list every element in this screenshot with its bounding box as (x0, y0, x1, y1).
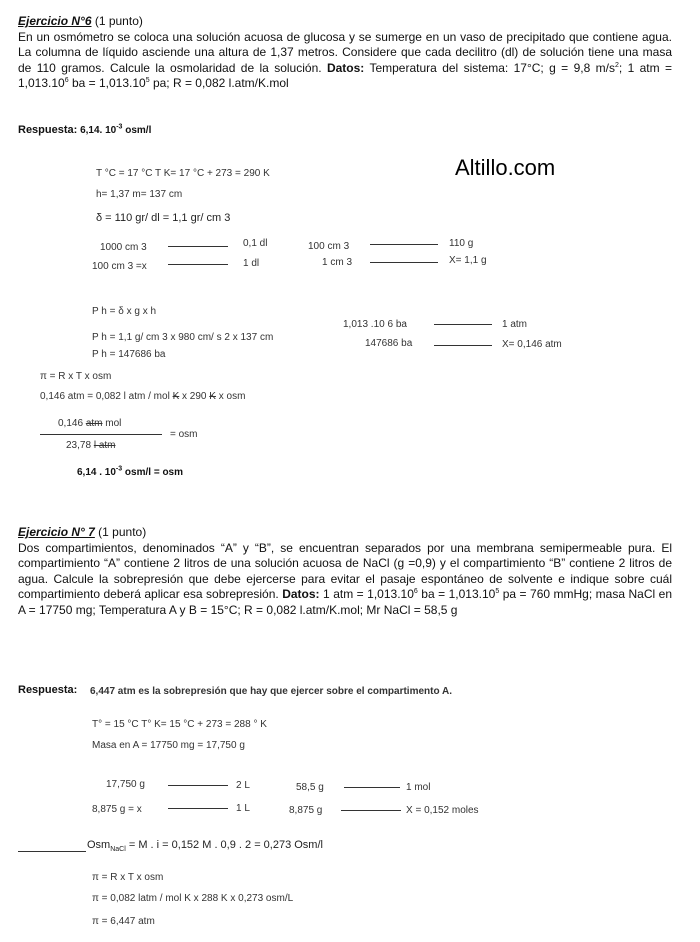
ex6-conv-1-line (434, 324, 492, 325)
ex6-body-3: ; 1 atm = 1,013.10 (18, 60, 672, 90)
ex6-rule-a1-right: 0,1 dl (243, 238, 268, 249)
ex7-points: (1 punto) (94, 525, 147, 539)
ex6-rule-a1: 1000 cm 3 (100, 242, 147, 253)
ex7-body-4: pa = 760 mmHg; masa NaCl en A = 17750 mg; Temperatura A y B = 15°C; R = 0,082 l.atm/K.mol; Mr NaCl = 58,5 g (18, 587, 672, 617)
ex6-conv-2-right: X= 0,146 atm (502, 339, 562, 350)
ex6-work-height: h= 1,37 m= 137 cm (96, 189, 183, 200)
ex6-fraction-mol: mol (102, 418, 122, 429)
ex6-rule-b2-line (370, 262, 438, 263)
ex7-rule-b2-right: X = 0,152 moles (406, 805, 479, 816)
ex7-rule-b1: 58,5 g (296, 782, 324, 793)
ex6-respuesta-value: 6,14. 10 (77, 125, 117, 136)
ex6-fraction-bar (40, 434, 162, 435)
ex7-title: Ejercicio N° 7 (18, 525, 95, 539)
ex6-respuesta-label: Respuesta: (18, 124, 78, 136)
ex6-fraction-num (58, 418, 121, 429)
ex6-pi-calc (40, 391, 245, 402)
ex6-rule-b2: 1 cm 3 (322, 257, 353, 268)
ex7-work-temp: T° = 15 °C T° K= 15 °C + 273 = 288 ° K (92, 719, 267, 730)
ex7-osm-sub: NaCl (110, 846, 126, 854)
ex6-conv-1: 1,013 .10 6 ba (343, 319, 407, 330)
ex7-datos-label: Datos: (282, 587, 320, 601)
ex6-conv-2-line (434, 345, 492, 346)
ex7-pi-result: π = 6,447 atm (92, 916, 155, 927)
ex6-title: Ejercicio N°6 (18, 14, 92, 28)
ex6-final-b: osm/l = osm (122, 467, 184, 478)
ex7-respuesta-label: Respuesta: (18, 684, 78, 696)
ex6-body: En un osmómetro se coloca una solución acuosa de glucosa y se sumerge en un vaso de precipitado que contiene agua. La columna de líquido asciende una altura de 1,37 metros. Considere que cada decilitro (dl) de solución tiene una masa de 110 gramos. Calcule la osmolaridad de la solución. (18, 29, 672, 75)
ex7-rule-a2-right: 1 L (236, 803, 250, 814)
ex6-fraction-latm: l atm (93, 440, 116, 451)
ex7-osm-underline (18, 851, 86, 852)
ex6-respuesta-exp: -3 (116, 123, 123, 131)
ex7-pi-calc: π = 0,082 latm / mol K x 288 K x 0,273 osm/L (92, 893, 294, 904)
ex7-osm-label: Osm (87, 839, 111, 851)
ex6-final-exp: -3 (115, 465, 123, 473)
ex6-body-4: ba = 1,013.10 (68, 76, 146, 90)
ex7-rule-b1-right: 1 mol (406, 782, 431, 793)
ex6-pi-calc-k1: K (172, 391, 180, 402)
ex6-pi-calc-c: x osm (215, 391, 246, 402)
ex6-rule-b1-right: 110 g (449, 238, 474, 249)
ex7-sup-5: 5 (495, 588, 500, 595)
ex7-rule-b2: 8,875 g (289, 805, 323, 816)
ex6-rule-a2-right: 1 dl (243, 258, 260, 269)
ex7-statement (18, 525, 672, 618)
ex7-pi-formula: π = R x T x osm (92, 872, 164, 883)
ex6-sup-6: 6 (64, 77, 69, 84)
ex7-rule-a1-line (168, 785, 228, 786)
ex7-rule-a1-right: 2 L (236, 780, 250, 791)
ex7-osm-calc: = M . i = 0,152 M . 0,9 . 2 = 0,273 Osm/l (125, 839, 323, 851)
ex6-rule-b1: 100 cm 3 (308, 241, 350, 252)
ex6-conv-1-right: 1 atm (502, 319, 528, 330)
ex6-pressure-result: P h = 147686 ba (92, 349, 166, 360)
ex6-conv-2: 147686 ba (365, 338, 413, 349)
ex7-body: Dos compartimientos, denominados “A” y “B”, se encuentran separados por una membrana semipermeable pura. El compartimiento “A” contiene 2 litros de una solución acuosa de NaCl (g =0,9) y el compartimiento “B” contiene 2 litros de agua. Calcule la sobrepresión que debe ejercerse para evitar el pasaje espontáneo de solvente e indique sobre cuál compartimiento deberá aplicar esa sobrepresión. (18, 540, 672, 601)
ex6-rule-b2-right: X= 1,1 g (449, 255, 487, 266)
ex7-sup-6: 6 (413, 588, 418, 595)
ex7-rule-b1-line (344, 787, 400, 788)
ex6-work-density: δ = 110 gr/ dl = 1,1 gr/ cm 3 (96, 212, 231, 224)
ex6-body-5: pa; R = 0,082 l.atm/K.mol (149, 76, 289, 90)
ex6-body-2: Temperatura del sistema: 17°C; g = 9,8 m/s (364, 60, 615, 75)
ex6-rule-a2-line (168, 264, 228, 265)
ex6-rule-a2: 100 cm 3 =x (92, 261, 147, 272)
ex6-pressure-calc: P h = 1,1 g/ cm 3 x 980 cm/ s 2 x 137 cm (92, 332, 274, 343)
ex6-pressure-formula: P h = δ x g x h (92, 306, 157, 317)
ex6-pi-calc-b: x 290 (179, 391, 210, 402)
ex6-fraction-den-val: 23,78 (66, 440, 94, 451)
ex6-pi-formula: π = R x T x osm (40, 371, 112, 382)
ex7-respuesta-value: 6,447 atm es la sobrepresión que hay que ejercer sobre el compartimento A. (90, 686, 452, 697)
ex6-respuesta (18, 124, 151, 136)
watermark: Altillo.com (455, 155, 556, 180)
ex6-rule-a1-line (168, 246, 228, 247)
ex7-rule-a1: 17,750 g (106, 779, 145, 790)
ex7-work-mass: Masa en A = 17750 mg = 17,750 g (92, 740, 245, 751)
ex6-work-temp: T °C = 17 °C T K= 17 °C + 273 = 290 K (96, 168, 270, 179)
ex6-sup: 2 (614, 61, 619, 69)
ex6-datos-label: Datos: (326, 60, 365, 75)
ex6-points: (1 punto) (91, 14, 143, 28)
ex6-fraction-num-val: 0,146 (58, 418, 86, 429)
ex7-rule-a2-line (168, 808, 228, 809)
ex7-rule-b2-line (341, 810, 401, 811)
ex6-rule-b1-line (370, 244, 438, 245)
ex6-fraction-eq: = osm (170, 429, 198, 440)
ex6-pi-calc-k2: K (209, 391, 216, 402)
ex7-body-3: ba = 1,013.10 (417, 587, 496, 601)
ex7-rule-a2: 8,875 g = x (92, 804, 142, 815)
ex6-fraction-den (66, 440, 115, 451)
ex6-statement (18, 14, 672, 92)
ex6-respuesta-unit: osm/l (122, 125, 152, 136)
ex7-osmolarity (87, 839, 323, 853)
ex6-pi-calc-a: 0,146 atm = 0,082 l atm / mol (40, 391, 173, 402)
ex6-sup-5: 5 (145, 77, 150, 84)
ex6-fraction-atm: atm (85, 418, 103, 429)
ex6-final-result (77, 467, 183, 478)
ex6-final-a: 6,14 . 10 (77, 467, 116, 478)
ex7-body-2: 1 atm = 1,013.10 (319, 587, 414, 601)
